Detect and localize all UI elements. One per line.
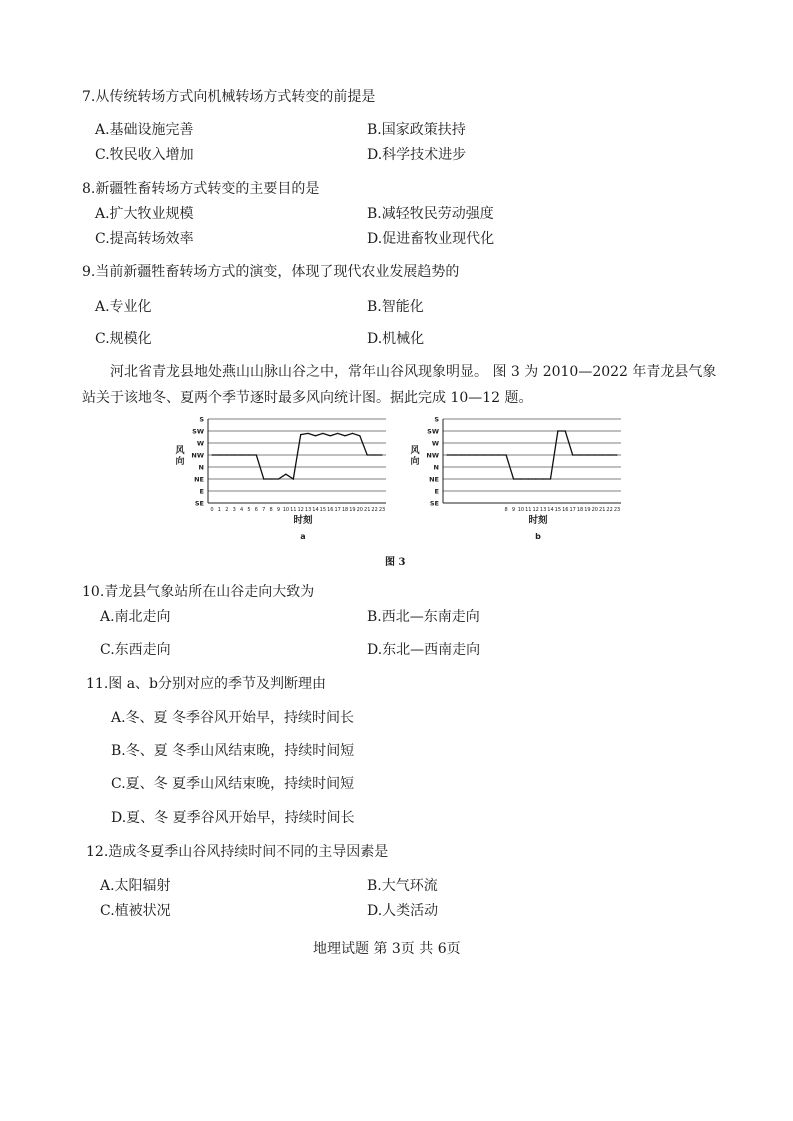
question-11-option-a[interactable]: A.冬、夏 冬季谷风开始早，持续时间长 (111, 710, 355, 726)
chart-a-x-tick-label: 7 (262, 507, 266, 513)
chart-b-x-tick-label: 22 (606, 507, 613, 513)
chart-a-x-tick-label: 8 (269, 507, 273, 513)
question-8-stem: 8.新疆牲畜转场方式转变的主要目的是 (82, 181, 320, 197)
question-8-option-b[interactable]: B.减轻牧民劳动强度 (367, 206, 494, 222)
chart-a-x-tick-label: 2 (225, 507, 229, 513)
chart-b-x-tick-label: 12 (532, 507, 539, 513)
chart-a-y-label: 风 (175, 446, 185, 456)
question-12-option-d[interactable]: D.人类活动 (367, 903, 439, 919)
chart-a-x-tick-label: 5 (247, 507, 251, 513)
question-10-option-b[interactable]: B.西北—东南走向 (367, 609, 480, 625)
question-8-option-c[interactable]: C.提高转场效率 (95, 231, 194, 247)
question-9-option-b[interactable]: B.智能化 (367, 299, 424, 315)
chart-a-data-point (285, 474, 286, 475)
chart-b-x-tick-label: 23 (613, 507, 621, 513)
chart-a-data-point (374, 454, 375, 455)
chart-a-x-tick-label: 4 (239, 507, 244, 513)
chart-a-data-point (256, 454, 257, 455)
chart-a-x-tick-label: 0 (210, 507, 214, 513)
chart-a-x-tick-label: 12 (297, 507, 304, 513)
question-12-option-a[interactable]: A.太阳辐射 (100, 878, 171, 894)
chart-b-data-point (454, 454, 455, 455)
chart-b-data-point (446, 454, 447, 455)
chart-b-y-tick-label: W (431, 439, 439, 448)
question-8-option-a[interactable]: A.扩大牧业规模 (95, 206, 194, 222)
chart-a-x-tick-label: 22 (371, 507, 378, 513)
chart-a-y-tick-label: E (199, 487, 204, 496)
chart-b-x-tick-label: 21 (599, 507, 606, 513)
question-9-option-a[interactable]: A.专业化 (95, 299, 152, 315)
chart-b-x-tick-label: 18 (576, 507, 584, 513)
chart-a-data-point (241, 454, 242, 455)
chart-a-data-point (293, 478, 294, 479)
chart-a-data-point (300, 434, 301, 435)
chart-a-x-tick-label: 10 (282, 507, 290, 513)
chart-a-data-point (248, 454, 249, 455)
chart-b-y-tick-label: S (434, 415, 439, 424)
chart-a-x-tick-label: 19 (349, 507, 356, 513)
chart-a-x-tick-label: 14 (312, 507, 319, 513)
chart-a-x-tick-label: 20 (356, 507, 364, 513)
chart-a-x-tick-label: 23 (378, 507, 386, 513)
chart-a-data-point (359, 435, 360, 436)
chart-b-x-label: 时刻 (528, 515, 548, 526)
chart-a-x-tick-label: 21 (364, 507, 371, 513)
question-7-option-b[interactable]: B.国家政策扶持 (367, 122, 466, 138)
chart-b-data-point (461, 454, 462, 455)
chart-b-data-point (587, 454, 588, 455)
chart-a-x-tick-label: 13 (304, 507, 312, 513)
chart-b-data-point (565, 430, 566, 431)
chart-a-data-point (234, 454, 235, 455)
chart-a-y-tick-label: W (196, 439, 204, 448)
question-11-option-b[interactable]: B.冬、夏 冬季山风结束晚，持续时间短 (111, 743, 355, 759)
chart-b-data-point (535, 478, 536, 479)
chart-b-panel-label: b (535, 532, 541, 541)
chart-b-x-tick-label: 10 (517, 507, 525, 513)
question-10-stem: 10.青龙县气象站所在山谷走向大致为 (82, 584, 315, 600)
chart-a-y-tick-label: NW (191, 451, 204, 460)
question-10-option-a[interactable]: A.南北走向 (100, 609, 171, 625)
chart-b-y-tick-label: NW (426, 451, 439, 460)
chart-a-data-point (330, 435, 331, 436)
chart-b-data-point (528, 478, 529, 479)
chart-a-y-tick-label: NE (194, 475, 204, 484)
chart-a-x-tick-label: 6 (254, 507, 258, 513)
chart-b-data-point (609, 454, 610, 455)
chart-b-data-point (483, 454, 484, 455)
chart-b (395, 408, 635, 543)
chart-a-data-point (307, 433, 308, 434)
chart-b-data-point (520, 478, 521, 479)
chart-b-data-point (498, 454, 499, 455)
chart-b-data-point (616, 454, 617, 455)
chart-b-data-point (579, 454, 580, 455)
question-11-option-c[interactable]: C.夏、冬 夏季山风结束晚，持续时间短 (111, 776, 355, 792)
question-12-stem: 12.造成冬夏季山谷风持续时间不同的主导因素是 (86, 844, 389, 860)
chart-b-y-tick-label: SE (429, 499, 439, 508)
chart-a-data-point (322, 433, 323, 434)
chart-b-data-point (491, 454, 492, 455)
chart-a-svg (160, 408, 400, 543)
chart-b-data-point (572, 454, 573, 455)
chart-a-data-point (278, 478, 279, 479)
chart-b-data-point (469, 454, 470, 455)
chart-a-data-point (344, 435, 345, 436)
chart-a-x-label: 时刻 (293, 515, 313, 526)
chart-a-data-point (211, 454, 212, 455)
chart-b-data-point (506, 454, 507, 455)
chart-a-data-point (219, 454, 220, 455)
chart-a-data-point (352, 433, 353, 434)
chart-a-y-tick-label: SW (192, 427, 204, 436)
chart-a-data-point (367, 454, 368, 455)
chart-b-x-tick-label: 17 (569, 507, 576, 513)
chart-b-x-tick-label: 16 (562, 507, 569, 513)
figure-caption: 图 3 (385, 557, 406, 568)
chart-b-data-point (594, 454, 595, 455)
chart-a-data-point (271, 478, 272, 479)
chart-a-data-point (381, 454, 382, 455)
chart-a-series-line (212, 433, 382, 479)
chart-b-x-tick-label: 19 (584, 507, 591, 513)
question-12-option-b[interactable]: B.大气环流 (367, 878, 438, 894)
question-10-option-c[interactable]: C.东西走向 (100, 642, 171, 658)
question-7-option-d[interactable]: D.科学技术进步 (367, 147, 467, 163)
chart-a-panel-label: a (300, 532, 306, 541)
question-9-stem: 9.当前新疆牲畜转场方式的演变，体现了现代农业发展趋势的 (82, 264, 460, 280)
chart-a-y-label: 向 (175, 457, 185, 467)
chart-b-y-tick-label: NE (429, 475, 439, 484)
chart-b-data-point (476, 454, 477, 455)
chart-b-y-tick-label: E (434, 487, 439, 496)
chart-a-y-tick-label: SE (194, 499, 204, 508)
chart-a-x-tick-label: 15 (319, 507, 327, 513)
chart-a-x-tick-label: 17 (334, 507, 341, 513)
page-footer: 地理试题 第 3页 共 6页 (313, 941, 461, 957)
chart-a-data-point (315, 435, 316, 436)
chart-b-data-point (542, 478, 543, 479)
question-12-option-c[interactable]: C.植被状况 (100, 903, 171, 919)
chart-a-y-tick-label: N (198, 463, 204, 472)
chart-b-x-tick-label: 8 (504, 507, 508, 513)
passage-text: 河北省青龙县地处燕山山脉山谷之中，常年山谷风现象明显。 图 3 为 2010—2022 年青龙县气象站关于该地冬、夏两个季节逐时最多风向统计图。据此完成 10—12 题。 (82, 364, 717, 406)
question-10-option-d[interactable]: D.东北—西南走向 (367, 642, 481, 658)
chart-a-x-tick-label: 16 (327, 507, 334, 513)
chart-b-data-point (550, 478, 551, 479)
chart-b-x-tick-label: 13 (539, 507, 547, 513)
chart-b-x-tick-label: 15 (554, 507, 562, 513)
question-7-option-a[interactable]: A.基础设施完善 (95, 122, 194, 138)
chart-b-data-point (602, 454, 603, 455)
chart-b-x-tick-label: 9 (511, 507, 516, 513)
chart-b-x-tick-label: 14 (547, 507, 554, 513)
chart-a-x-tick-label: 11 (290, 507, 297, 513)
chart-b-data-point (513, 478, 514, 479)
chart-b-y-label: 向 (410, 457, 420, 467)
question-7-stem: 7.从传统转场方式向机械转场方式转变的前提是 (82, 89, 376, 105)
chart-b-data-point (557, 430, 558, 431)
chart-a-x-tick-label: 18 (341, 507, 349, 513)
chart-b-y-tick-label: SW (427, 427, 439, 436)
chart-a-y-tick-label: S (199, 415, 204, 424)
chart-a-x-tick-label: 9 (276, 507, 281, 513)
question-9-option-d[interactable]: D.机械化 (367, 331, 425, 347)
chart-b-y-label: 风 (410, 446, 420, 456)
question-7-option-c[interactable]: C.牧民收入增加 (95, 147, 194, 163)
chart-a (160, 408, 400, 543)
question-11-stem: 11.图 a、b分别对应的季节及判断理由 (86, 676, 327, 692)
chart-b-x-tick-label: 11 (525, 507, 532, 513)
chart-a-data-point (337, 433, 338, 434)
question-9-option-c[interactable]: C.规模化 (95, 331, 152, 347)
chart-a-data-point (263, 478, 264, 479)
chart-b-svg (395, 408, 635, 543)
chart-b-x-tick-label: 20 (591, 507, 599, 513)
question-11-option-d[interactable]: D.夏、冬 夏季谷风开始早，持续时间长 (111, 810, 355, 826)
chart-a-x-tick-label: 3 (232, 507, 236, 513)
chart-a-data-point (226, 454, 227, 455)
chart-a-x-tick-label: 1 (217, 507, 221, 513)
question-8-option-d[interactable]: D.促进畜牧业现代化 (367, 231, 495, 247)
chart-b-y-tick-label: N (433, 463, 439, 472)
